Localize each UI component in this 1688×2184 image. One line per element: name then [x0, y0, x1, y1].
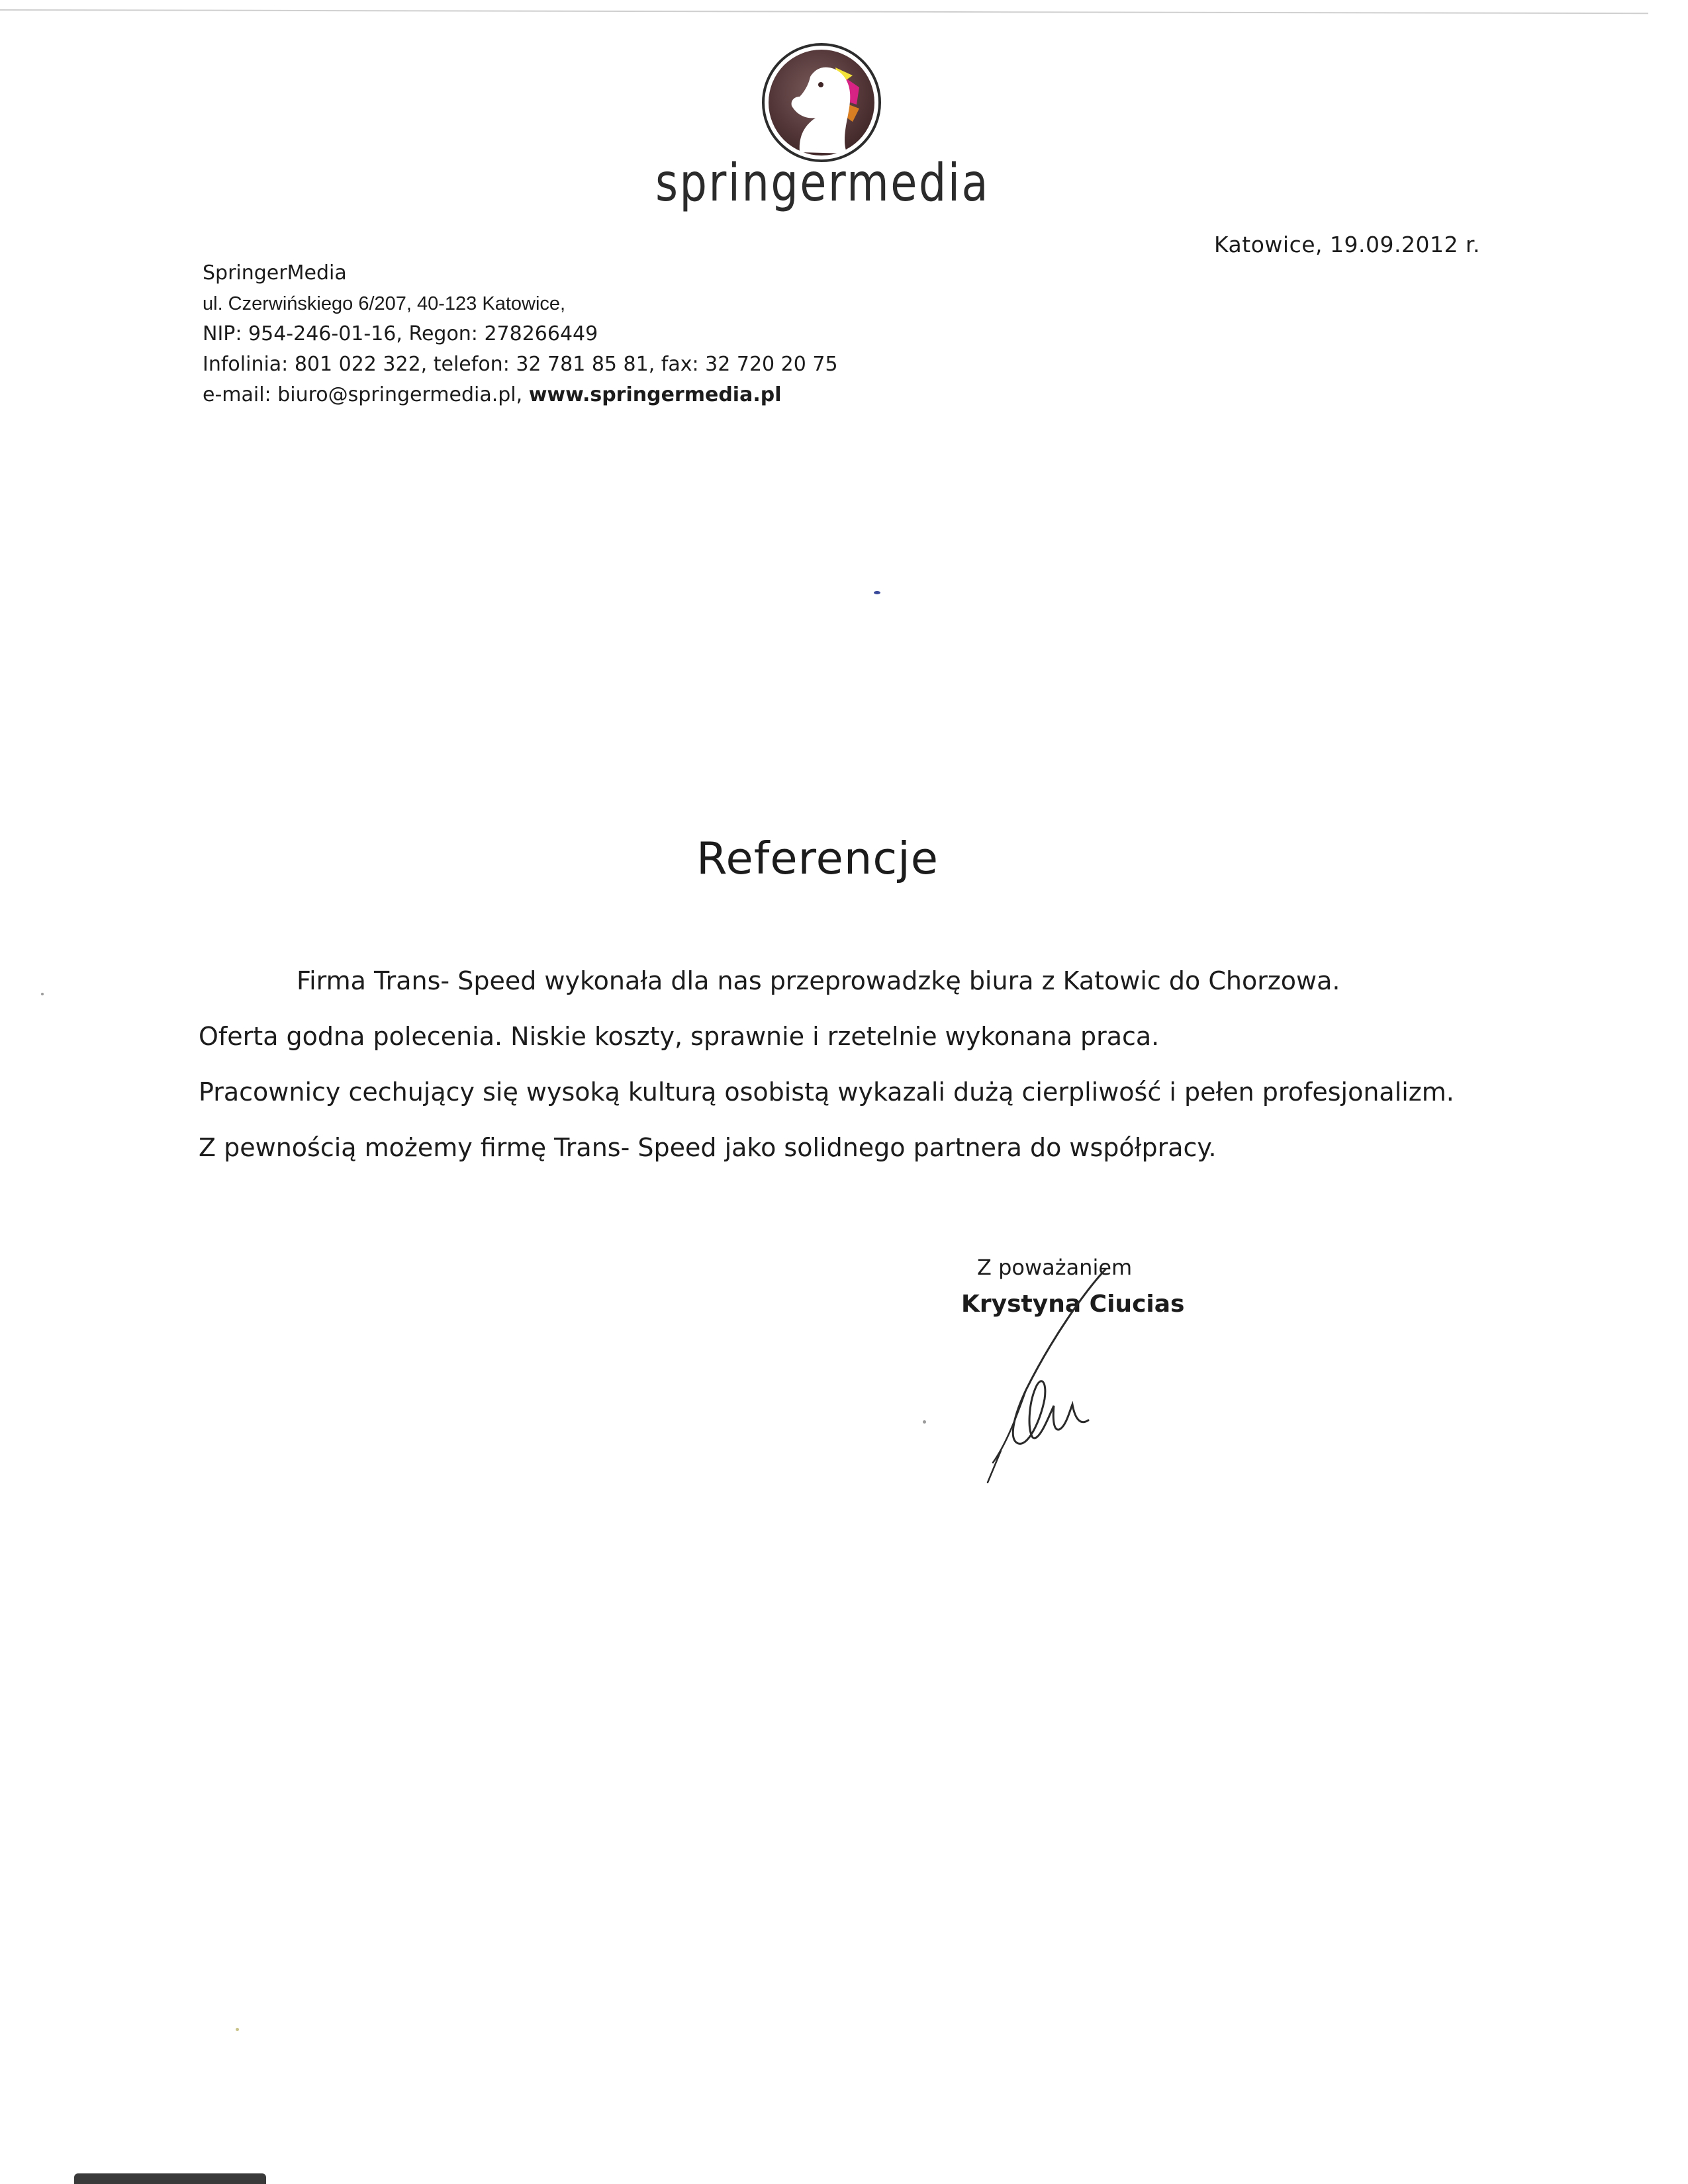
letter-body: [199, 953, 1454, 1175]
scan-speck: [923, 1420, 926, 1424]
sender-contact: [203, 380, 838, 410]
scan-speck: [236, 2028, 239, 2031]
wordmark-text: springermedia: [655, 154, 990, 213]
body-paragraph: Z pewnością możemy firmę Trans- Speed jako solidnego partnera do współpracy.: [199, 1133, 1217, 1162]
scan-speck: [41, 993, 44, 995]
body-paragraph: Firma Trans- Speed wykonała dla nas przeprowadzkę biura z Katowic do Chorzowa.: [297, 966, 1340, 995]
document-title: Referencje: [696, 833, 939, 884]
sender-email: e-mail: biuro@springermedia.pl,: [203, 383, 529, 406]
closing-salutation: Z poważaniem: [977, 1255, 1133, 1280]
sender-phones: Infolinia: 801 022 322, telefon: 32 781 85 81, fax: 32 720 20 75: [203, 353, 838, 376]
signer-name: Krystyna Ciucias: [961, 1291, 1185, 1318]
springermedia-logo-icon: [760, 41, 883, 164]
sender-street: ul. Czerwińskiego 6/207, 40-123 Katowice,: [203, 293, 566, 314]
letter-date: Katowice, 19.09.2012 r.: [1214, 232, 1480, 257]
sender-address-block: [203, 258, 838, 410]
handwritten-signature: [953, 1264, 1165, 1509]
body-paragraph: Pracownicy cechujący się wysoką kulturą osobistą wykazali dużą cierpliwość i pełen profesjonalizm.: [199, 1077, 1454, 1107]
springermedia-wordmark-logo: [655, 149, 1000, 222]
sender-tax-ids: NIP: 954-246-01-16, Regon: 278266449: [203, 322, 598, 345]
scan-edge: [0, 9, 1648, 14]
scan-speck: [874, 591, 880, 594]
body-paragraph: Oferta godna polecenia. Niskie koszty, sprawnie i rzetelnie wykonana praca.: [199, 1022, 1160, 1051]
sender-website: www.springermedia.pl: [528, 383, 782, 406]
sender-name: SpringerMedia: [203, 261, 347, 285]
scan-artifact: [74, 2173, 266, 2184]
